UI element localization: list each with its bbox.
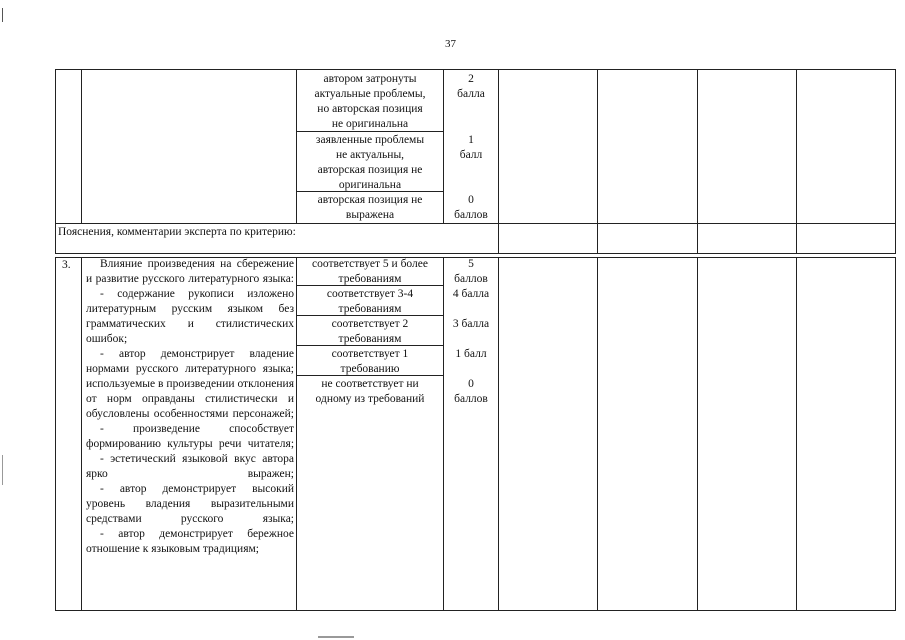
- criterion-paragraph: - произведение способствует формированию культуры речи читателя;: [86, 423, 295, 450]
- score-condition: соответствует 2 требованиям: [331, 318, 409, 345]
- scan-artifact: [2, 8, 3, 22]
- criterion-paragraph: - автор демонстрирует бережное отношение к языковым традициям;: [86, 528, 294, 555]
- score-value: 4 балла: [452, 288, 490, 300]
- score-value: 3 балла: [452, 318, 490, 330]
- expert-comment-label: Пояснения, комментарии эксперта по критерию:: [58, 226, 296, 238]
- score-condition: авторская позиция не выражена: [317, 194, 423, 221]
- criterion-description: [86, 257, 294, 557]
- criterion-paragraph: - эстетический языковой вкус автора ярко выражен;: [86, 453, 294, 480]
- criterion-paragraph: - содержание рукописи изложено литературным русским языком без грамматических и стилистических ошибок;: [86, 288, 294, 345]
- score-value: 1 балл: [459, 134, 483, 161]
- scan-artifact: [318, 636, 354, 638]
- score-value: 2 балла: [457, 73, 485, 100]
- score-value: 0 баллов: [454, 194, 488, 221]
- score-condition: соответствует 1 требованию: [331, 348, 409, 375]
- score-condition: не соответствует ни одному из требований: [315, 378, 425, 405]
- score-condition: соответствует 5 и более требованиям: [312, 258, 428, 285]
- score-value: 1 балл: [455, 348, 487, 360]
- criterion-paragraph: - автор демонстрирует владение нормами русского литературного языка; используемые в произведении отклонения от норм оправданы стилистически и обусловлены особенностями персонажей;: [86, 348, 295, 420]
- score-condition: заявленные проблемы не актуальны, авторская позиция не оригинальна: [315, 134, 425, 191]
- score-value: 0 баллов: [454, 378, 488, 405]
- score-value: 5 баллов: [454, 258, 488, 285]
- criterion-paragraph: Влияние произведения на сбережение и развитие русского литературного языка:: [86, 258, 295, 285]
- scan-artifact: [2, 455, 3, 485]
- page-number: 37: [445, 38, 456, 50]
- criterion-paragraph: - автор демонстрирует высокий уровень владения выразительными средствами русского языка;: [86, 483, 294, 525]
- criterion-number: 3.: [62, 259, 71, 271]
- score-condition: автором затронуты актуальные проблемы, но авторская позиция не оригинальна: [314, 73, 426, 130]
- score-condition: соответствует 3-4 требованиям: [326, 288, 414, 315]
